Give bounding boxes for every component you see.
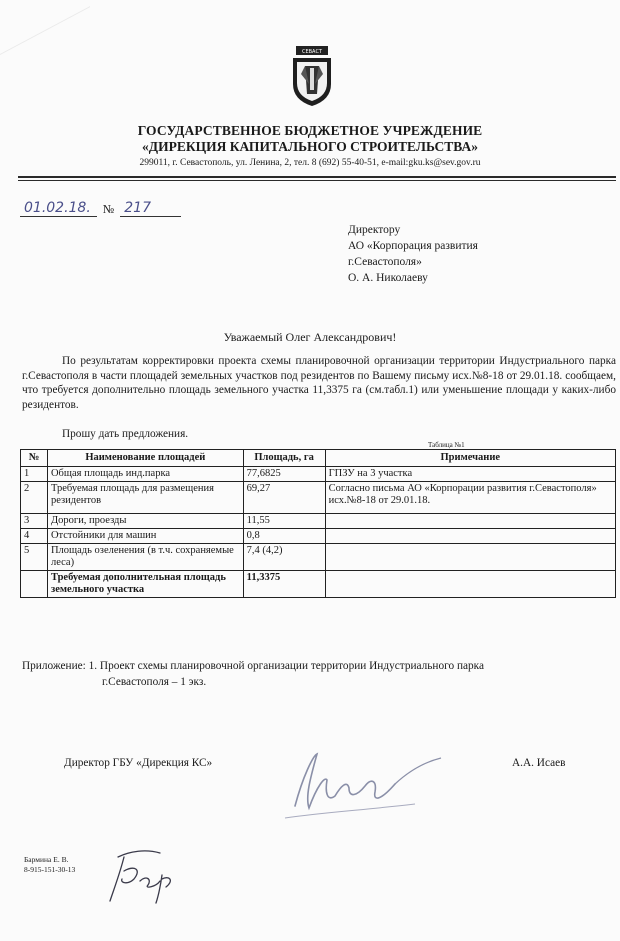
emblem-ribbon-text: СЕВАСТ	[301, 49, 323, 55]
organization-address: 299011, г. Севастополь, ул. Ленина, 2, тел. 8 (692) 55-40-51, e-mail:gku.ks@sev.gov.ru	[139, 158, 481, 168]
cell-note: ГПЗУ на 3 участка	[325, 467, 615, 482]
cell-name: Общая площадь инд.парка	[47, 467, 243, 482]
header-rule-thick	[18, 176, 616, 178]
recipient-block	[348, 222, 478, 286]
salutation: Уважаемый Олег Александрович!	[223, 330, 397, 344]
outgoing-number: 217	[120, 200, 181, 217]
cell-note	[325, 514, 615, 529]
table-row	[21, 482, 616, 514]
cell-name: Требуемая дополнительная площадь земельного участка	[47, 571, 243, 598]
outgoing-date: 01.02.18.	[20, 200, 97, 217]
cell-area: 11,55	[243, 514, 325, 529]
organization-name-line2: «ДИРЕКЦИЯ КАПИТАЛЬНОГО СТРОИТЕЛЬСТВА»	[142, 139, 478, 154]
signatory-position: Директор ГБУ «Дирекция КС»	[64, 757, 213, 769]
scan-corner-artifact	[0, 0, 90, 55]
table-row	[21, 514, 616, 529]
executor-block	[24, 855, 75, 875]
header-name: Наименование площадей	[47, 450, 243, 467]
header-num: №	[21, 450, 48, 467]
organization-name-line1: ГОСУДАРСТВЕННОЕ БЮДЖЕТНОЕ УЧРЕЖДЕНИЕ	[137, 123, 483, 138]
attachment-line1: 1. Проект схемы планировочной организации территории Индустриального парка	[88, 660, 484, 672]
outgoing-reference	[20, 200, 181, 217]
attachment-block	[22, 658, 616, 690]
attachment-label: Приложение:	[22, 660, 86, 672]
header-area: Площадь, га	[243, 450, 325, 467]
cell-area: 7,4 (4,2)	[243, 544, 325, 571]
handwritten-initials	[100, 845, 180, 905]
handwritten-signature	[265, 736, 445, 846]
cell-note: Согласно письма АО «Корпорации развития г.Севастополя» исх.№8-18 от 29.01.18.	[325, 482, 615, 514]
cell-num: 4	[21, 529, 48, 544]
attachment-line2: г.Севастополя – 1 экз.	[102, 676, 207, 688]
cell-note	[325, 529, 615, 544]
cell-area: 0,8	[243, 529, 325, 544]
cell-num: 2	[21, 482, 48, 514]
outgoing-number-label: №	[102, 202, 115, 216]
body-paragraph: По результатам корректировки проекта схемы планировочной организации территории Индустриального парка г.Севастополя в части площадей земельных участков под резидентов по Вашему письму исх.№8-18 от 29.01.18. сообщаем, что требуется дополнительно площадь земельного участка 11,3375 га (см.табл.1) или уменьшение площади у каких-либо резидентов.	[22, 355, 616, 411]
header-rule-thin	[18, 180, 616, 181]
cell-num: 5	[21, 544, 48, 571]
executor-name: Бармина Е. В.	[24, 855, 69, 864]
recipient-line: г.Севастополя»	[348, 256, 422, 268]
cell-area: 69,27	[243, 482, 325, 514]
cell-name: Площадь озеленения (в т.ч. сохраняемые леса)	[47, 544, 243, 571]
table-caption: Таблица №1	[428, 441, 465, 449]
cell-num	[21, 571, 48, 598]
cell-num: 3	[21, 514, 48, 529]
table-total-row	[21, 571, 616, 598]
cell-name: Требуемая площадь для размещения резидентов	[47, 482, 243, 514]
cell-note	[325, 544, 615, 571]
cell-name: Дороги, проезды	[47, 514, 243, 529]
request-line: Прошу дать предложения.	[62, 428, 189, 440]
executor-phone: 8-915-151-30-13	[24, 865, 76, 874]
recipient-line: Директору	[348, 224, 401, 236]
cell-num: 1	[21, 467, 48, 482]
table-header-row	[21, 450, 616, 467]
body-text	[22, 354, 616, 412]
cell-name: Отстойники для машин	[47, 529, 243, 544]
table-row	[21, 529, 616, 544]
sevastopol-coat-of-arms-icon	[287, 44, 337, 108]
header-note: Примечание	[325, 450, 615, 467]
signatory-name: А.А. Исаев	[512, 757, 566, 769]
recipient-line: О. А. Николаеву	[348, 272, 428, 284]
cell-area: 77,6825	[243, 467, 325, 482]
table-row	[21, 544, 616, 571]
recipient-line: АО «Корпорация развития	[348, 240, 478, 252]
table-row	[21, 467, 616, 482]
areas-table	[20, 449, 616, 598]
cell-note	[325, 571, 615, 598]
cell-area: 11,3375	[243, 571, 325, 598]
